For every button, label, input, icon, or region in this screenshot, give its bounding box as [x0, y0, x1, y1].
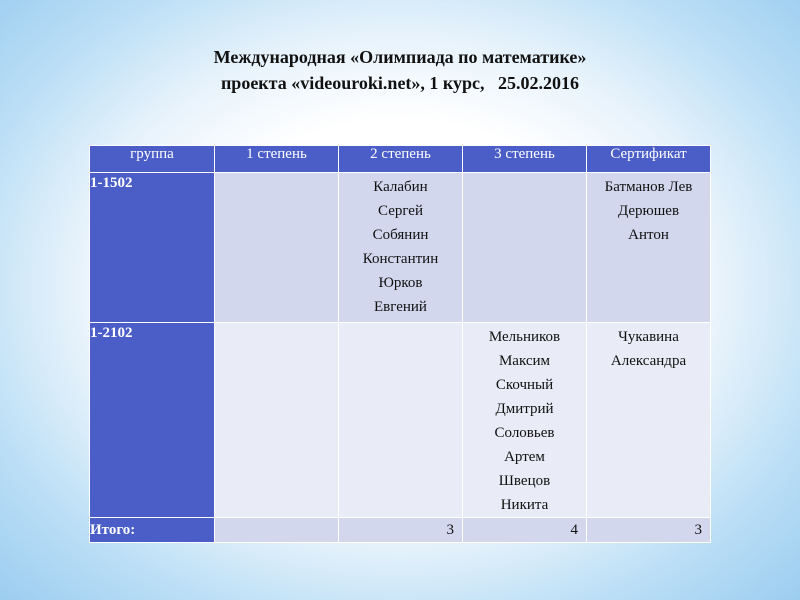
- group-cell: 1-2102: [90, 323, 215, 518]
- degree-1-cell: [215, 323, 339, 518]
- total-degree-2: 3: [339, 518, 463, 543]
- participant-name-line: Скочный: [495, 377, 554, 393]
- degree-3-cell: [463, 323, 587, 518]
- header-degree-2: 2 степень: [339, 146, 463, 173]
- participant-name-line: Антон: [628, 227, 669, 243]
- total-degree-3: 4: [463, 518, 587, 543]
- certificate-cell: [587, 323, 711, 518]
- participant-name-line: Мельников: [488, 329, 561, 345]
- participant-name-line: Юрков: [378, 275, 423, 291]
- participant-name-line: Дмитрий: [495, 401, 554, 417]
- participant-name-line: Батманов Лев: [604, 179, 693, 195]
- slide-title-line-2: проекта «videouroki.net», 1 курс, 25.02.2016: [220, 73, 580, 93]
- slide-title: [150, 44, 650, 96]
- degree-2-cell: [339, 323, 463, 518]
- total-certificate: 3: [587, 518, 711, 543]
- participant-name-line: Константин: [362, 251, 439, 267]
- degree-2-cell: [339, 173, 463, 323]
- total-label: Итого:: [90, 518, 215, 543]
- participant-name-line: Чукавина: [618, 329, 679, 345]
- participant-name-line: Калабин: [373, 179, 428, 195]
- participant-name-line: Максим: [498, 353, 551, 369]
- results-table: [89, 145, 711, 543]
- participant-name-line: Артем: [504, 449, 545, 465]
- participant-name-line: Никита: [500, 497, 549, 513]
- participant-name-line: Дерюшев: [617, 203, 680, 219]
- participant-name-line: Сергей: [378, 203, 423, 219]
- slide-title-line-1: Международная «Олимпиада по математике»: [213, 47, 587, 67]
- degree-1-cell: [215, 173, 339, 323]
- participant-name-line: Соловьев: [494, 425, 555, 441]
- total-row: [90, 518, 711, 543]
- certificate-cell: [587, 173, 711, 323]
- table-header-row: [90, 146, 711, 173]
- header-group: группа: [90, 146, 215, 173]
- header-certificate: Сертификат: [587, 146, 711, 173]
- total-degree-1: [215, 518, 339, 543]
- participant-name-line: Евгений: [374, 299, 427, 315]
- header-degree-1: 1 степень: [215, 146, 339, 173]
- participant-name-line: Собянин: [372, 227, 429, 243]
- degree-3-cell: [463, 173, 587, 323]
- group-cell: 1-1502: [90, 173, 215, 323]
- table-row: [90, 173, 711, 323]
- header-degree-3: 3 степень: [463, 146, 587, 173]
- table-row: [90, 323, 711, 518]
- participant-name-line: Швецов: [498, 473, 551, 489]
- participant-name-line: Александра: [610, 353, 687, 369]
